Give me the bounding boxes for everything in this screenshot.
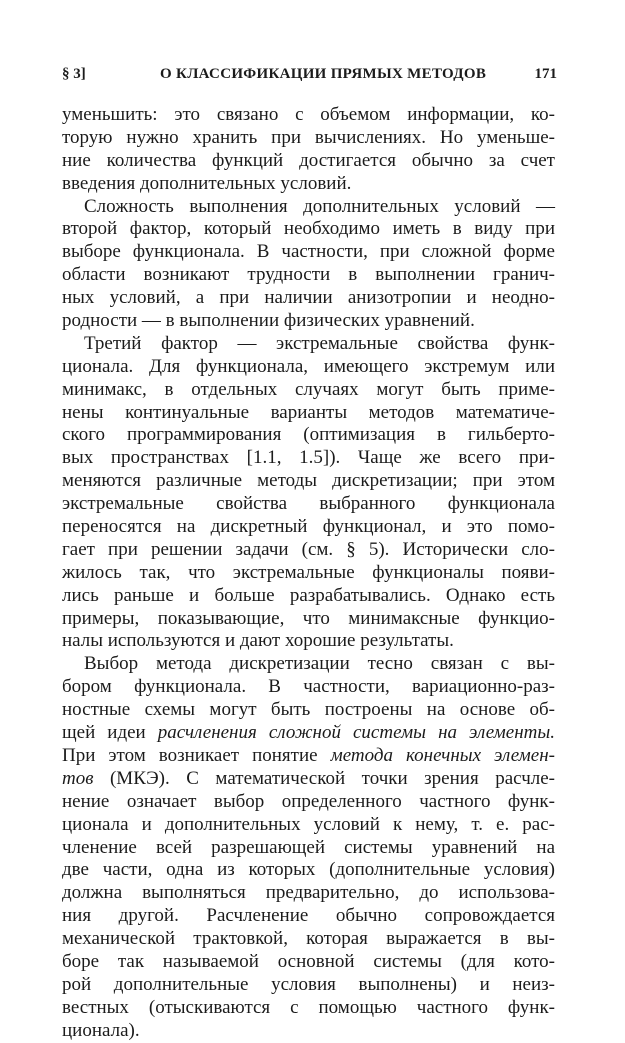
- line-text: торую нужно хранить при вычислениях. Но уменьше-: [62, 126, 555, 148]
- line-text: примеры, показывающие, что минимаксные функцио-: [62, 607, 555, 629]
- text-line: [62, 333, 555, 356]
- text-line: [62, 837, 555, 860]
- text-line: [62, 676, 555, 699]
- text-line: [62, 150, 555, 173]
- text-line: [62, 287, 555, 310]
- text-line: [62, 356, 555, 379]
- line-text: экстремальные свойства выбранного функционала: [62, 493, 555, 515]
- text-line: [62, 493, 555, 516]
- line-text: ционала).: [62, 1019, 140, 1041]
- line-text: переносятся на дискретный функционал, и это помо-: [62, 516, 555, 538]
- text-line: [62, 859, 555, 882]
- text-line: [62, 379, 555, 402]
- line-text: меняются различные методы дискретизации; при этом: [62, 470, 555, 492]
- line-text: второй фактор, который необходимо иметь в виду при: [62, 218, 555, 240]
- text-line: [62, 310, 555, 333]
- line-text: вестных (отыскиваются с помощью частного функ-: [62, 996, 555, 1018]
- text-line: [62, 608, 555, 631]
- text-line: [62, 196, 555, 219]
- text-line: [62, 928, 555, 951]
- italic-term: метода конечных элемен-: [330, 744, 555, 766]
- line-text: родности — в выполнении физических уравнений.: [62, 310, 475, 332]
- line-text: членение всей разрешающей системы уравнений на: [62, 836, 555, 858]
- text-line: [62, 104, 555, 127]
- line-text: механической трактовкой, которая выражается в вы-: [62, 928, 555, 950]
- line-text: уменьшить: это связано с объемом информации, ко-: [62, 104, 555, 125]
- line-text-after: (МКЭ). С математической точки зрения расчле-: [93, 767, 555, 789]
- text-line: [62, 951, 555, 974]
- line-text: гает при решении задачи (см. § 5). Исторически сло-: [62, 538, 555, 560]
- line-text: Сложность выполнения дополнительных условий —: [84, 195, 555, 217]
- text-line: [62, 470, 555, 493]
- text-line: [62, 974, 555, 997]
- text-line: [62, 882, 555, 905]
- line-text: ных условий, а при наличии анизотропии и неодно-: [62, 287, 555, 309]
- text-line: [62, 218, 555, 241]
- text-line: [62, 768, 555, 791]
- text-line: [62, 173, 555, 196]
- line-text: бором функционала. В частности, вариационно-раз-: [62, 676, 555, 698]
- text-line: [62, 585, 555, 608]
- line-text: щей идеи: [62, 722, 158, 744]
- line-text: лись раньше и больше разрабатывались. Однако есть: [62, 584, 555, 606]
- page-number: 171: [534, 66, 557, 82]
- text-line: [62, 745, 555, 768]
- line-text: При этом возникает понятие: [62, 744, 331, 766]
- text-line: [62, 447, 555, 470]
- line-text: ния другой. Расчленение обычно сопровождается: [62, 905, 555, 927]
- text-line: [62, 1020, 555, 1043]
- line-text: жилось так, что экстремальные функционалы появи-: [62, 561, 555, 583]
- line-text: ние количества функций достигается обычно за счет: [62, 149, 555, 171]
- line-text: ционала. Для функционала, имеющего экстремум или: [62, 355, 555, 377]
- text-line: [62, 722, 555, 745]
- text-line: [62, 562, 555, 585]
- running-title: О КЛАССИФИКАЦИИ ПРЯМЫХ МЕТОДОВ: [160, 66, 487, 82]
- text-line: [62, 814, 555, 837]
- line-text: минимакс, в отдельных случаях могут быть приме-: [62, 378, 555, 400]
- line-text: боре так называемой основной системы (для кото-: [62, 950, 555, 972]
- text-line: [62, 997, 555, 1020]
- line-text: вых пространствах [1.1, 1.5]). Чаще же всего при-: [62, 447, 555, 469]
- body-text: [62, 104, 555, 1043]
- line-text: Выбор метода дискретизации тесно связан с вы-: [84, 653, 555, 675]
- text-line: [62, 653, 555, 676]
- line-text: ностные схемы могут быть построены на основе об-: [62, 699, 555, 721]
- line-text: нение означает выбор определенного частного функ-: [62, 790, 555, 812]
- line-text: рой дополнительные условия выполнены) и неиз-: [62, 973, 555, 995]
- text-line: [62, 699, 555, 722]
- line-text: введения дополнительных условий.: [62, 172, 352, 194]
- line-text: области возникают трудности в выполнении гранич-: [62, 264, 555, 286]
- italic-term: расчленения сложной системы на элементы.: [157, 722, 555, 744]
- running-header: [62, 60, 557, 90]
- line-text: выборе функционала. В частности, при сложной форме: [62, 241, 555, 263]
- text-line: [62, 264, 555, 287]
- text-line: [62, 905, 555, 928]
- line-text: налы используются и дают хорошие результаты.: [62, 630, 454, 652]
- text-line: [62, 424, 555, 447]
- line-text: должна выполняться предварительно, до использова-: [62, 882, 555, 904]
- text-line: [62, 127, 555, 150]
- line-text: нены континуальные варианты методов математиче-: [62, 401, 555, 423]
- line-text: ского программирования (оптимизация в гильберто-: [62, 424, 555, 446]
- text-line: [62, 516, 555, 539]
- text-line: [62, 539, 555, 562]
- line-text: две части, одна из которых (дополнительные условия): [62, 859, 555, 881]
- line-text: ционала и дополнительных условий к нему, т. е. рас-: [62, 813, 555, 835]
- text-line: [62, 630, 555, 653]
- italic-term: тов: [62, 767, 94, 789]
- text-line: [62, 241, 555, 264]
- text-line: [62, 791, 555, 814]
- text-line: [62, 402, 555, 425]
- section-marker: § 3]: [62, 66, 86, 82]
- line-text: Третий фактор — экстремальные свойства функ-: [84, 332, 555, 354]
